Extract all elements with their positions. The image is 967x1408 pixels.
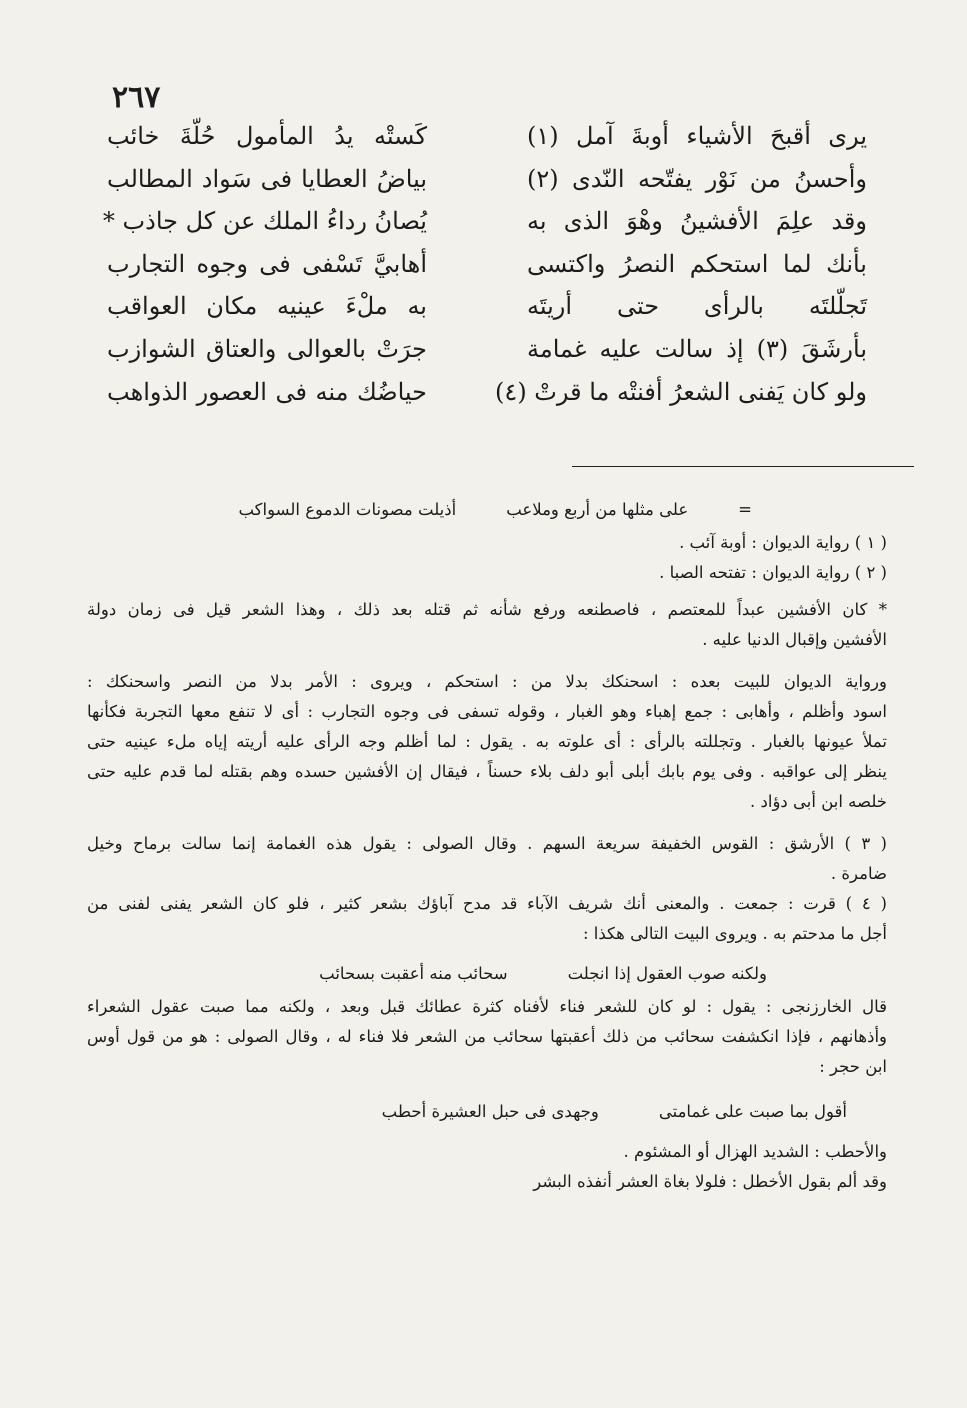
commentary-line: وأذهانهم ، فإذا انكشفت سحائب من ذلك أعقبتها سحائب من الشعر فلا فناء له ، وقال الصولى : هو من قول أوس [87, 1027, 887, 1046]
commentary-line: وقد ألم بقول الأخطل : فلولا بغاة العشر أنفذه البشر [533, 1172, 887, 1191]
poem-verse [107, 122, 867, 165]
footnote-2: ( ٢ ) رواية الديوان : تفتحه الصبا . [659, 563, 887, 582]
carry-over-mark: = [738, 500, 752, 519]
carry-over-second-hemistich: أذيلت مصونات الدموع السواكب [238, 500, 457, 519]
first-hemistich: وقد علِمَ الأفشينُ وهْوَ الذى به [527, 207, 867, 236]
poem-verse [107, 335, 867, 378]
commentary-line: ينظر إلى عواقبه . وفى يوم بابك أبلى أبو دلف بلاء حسناً ، فيقال إن الأفشين حسده وهم بقتله لما قدم عليه حتى [87, 762, 887, 781]
poem-verse [102, 207, 867, 250]
first-hemistich: يرى أقبحَ الأشياء أوبةَ آمل (١) [527, 122, 867, 150]
first-hemistich: ولو كان يَفنى الشعرُ أفنتْه ما قرتْ (٤) [495, 377, 867, 406]
second-hemistich: حياضُك منه فى العصور الذواهب [107, 377, 427, 406]
commentary-line: ابن حجر : [819, 1057, 887, 1076]
quoted-verse-first-hemistich: ولكنه صوب العقول إذا انجلت [567, 964, 767, 983]
commentary-line: والأحطب : الشديد الهزال أو المشئوم . [623, 1142, 887, 1161]
carry-over-verse [87, 492, 887, 528]
poem-verse [107, 378, 867, 421]
commentary-line: اسود وأظلم ، وأهابى : جمع إهباء وهو الغبار ، وقوله تسفى فى وجوه التجارب : أى لا تنفع معها التجربة فكأنها [87, 702, 887, 721]
commentary-line: خلصه ابن أبى دؤاد . [750, 792, 887, 811]
quoted-verse [87, 956, 887, 992]
quoted-verse-first-hemistich: أقول بما صبت على غمامتى [658, 1102, 847, 1121]
second-hemistich: بياضُ العطايا فى سَواد المطالب [107, 164, 427, 193]
footnote-1: ( ١ ) رواية الديوان : أوبة آئب . [679, 533, 887, 552]
footnote-4: ( ٤ ) قرت : جمعت . والمعنى أنك شريف الآباء قد مدح آباؤك بشعر كثير ، فلو كان الشعر يفنى لفنى من [87, 894, 887, 913]
poem [102, 122, 867, 420]
first-hemistich: وأحسنُ من نَوْر يفتّحه النّدى (٢) [527, 164, 867, 193]
commentary-line: ورواية الديوان للبيت بعده : اسحنكك بدلا من : استحكم ، ويروى : الأمر بدلا من النصر واسحنكك : [87, 672, 887, 691]
footnote-3-continued: ضامرة . [830, 864, 887, 883]
second-hemistich: يُصانُ رداءُ الملك عن كل جاذب * [102, 207, 427, 236]
first-hemistich: بأنك لما استحكم النصرُ واكتسى [527, 249, 867, 278]
footnotes [87, 492, 887, 1197]
page-number: ٢٦٧ [112, 80, 161, 115]
poem-verse [107, 292, 867, 335]
poem-verse [107, 250, 867, 293]
second-hemistich: أهابيَّ تَسْفى فى وجوه التجارب [107, 249, 427, 278]
first-hemistich: بأرشَقَ (٣) إذ سالت عليه غمامة [527, 334, 867, 363]
carry-over-first-hemistich: على مثلها من أربع وملاعب [506, 500, 689, 519]
second-hemistich: كَستْه يدُ المأمول حُلّةَ خائب [107, 122, 427, 150]
quoted-verse [87, 1094, 887, 1130]
footnote-3: ( ٣ ) الأرشق : القوس الخفيفة سريعة السهم . وقال الصولى : يقول هذه الغمامة إنما سالت برماح وخيل [87, 834, 887, 853]
second-hemistich: به ملْءَ عينيه مكان العواقب [107, 292, 427, 321]
star-note-line: * كان الأفشين عبداً للمعتصم ، فاصطنعه ورفع شأنه ثم قتله بعد ذلك ، وهذا الشعر قيل فى زمان دولة [87, 600, 887, 619]
poem-verse [107, 165, 867, 208]
commentary-line: تملأ عيونها بالغبار . وتجللته بالرأى : أى علوته به . يقول : لما أظلم وجه الرأى عليه أريته إياه ملء عينيه حتى [87, 732, 887, 751]
first-hemistich: تَجلّلتَه بالرأى حتى أريتَه [527, 292, 867, 321]
commentary-line: قال الخارزنجى : يقول : لو كان للشعر فناء لأفناه كثرة عطائك قبل وبعد ، ولكنه مما صبت عقول الشعراء [87, 997, 887, 1016]
star-note-line: الأفشين وإقبال الدنيا عليه . [702, 630, 887, 649]
footnote-divider [572, 466, 914, 467]
footnote-4-continued: أجل ما مدحتم به . ويروى البيت التالى هكذا : [582, 924, 887, 943]
second-hemistich: جرَتْ بالعوالى والعتاق الشوازب [107, 334, 427, 363]
quoted-verse-second-hemistich: سحائب منه أعقبت بسحائب [319, 964, 508, 983]
quoted-verse-second-hemistich: وجهدى فى حبل العشيرة أحطب [381, 1102, 599, 1121]
